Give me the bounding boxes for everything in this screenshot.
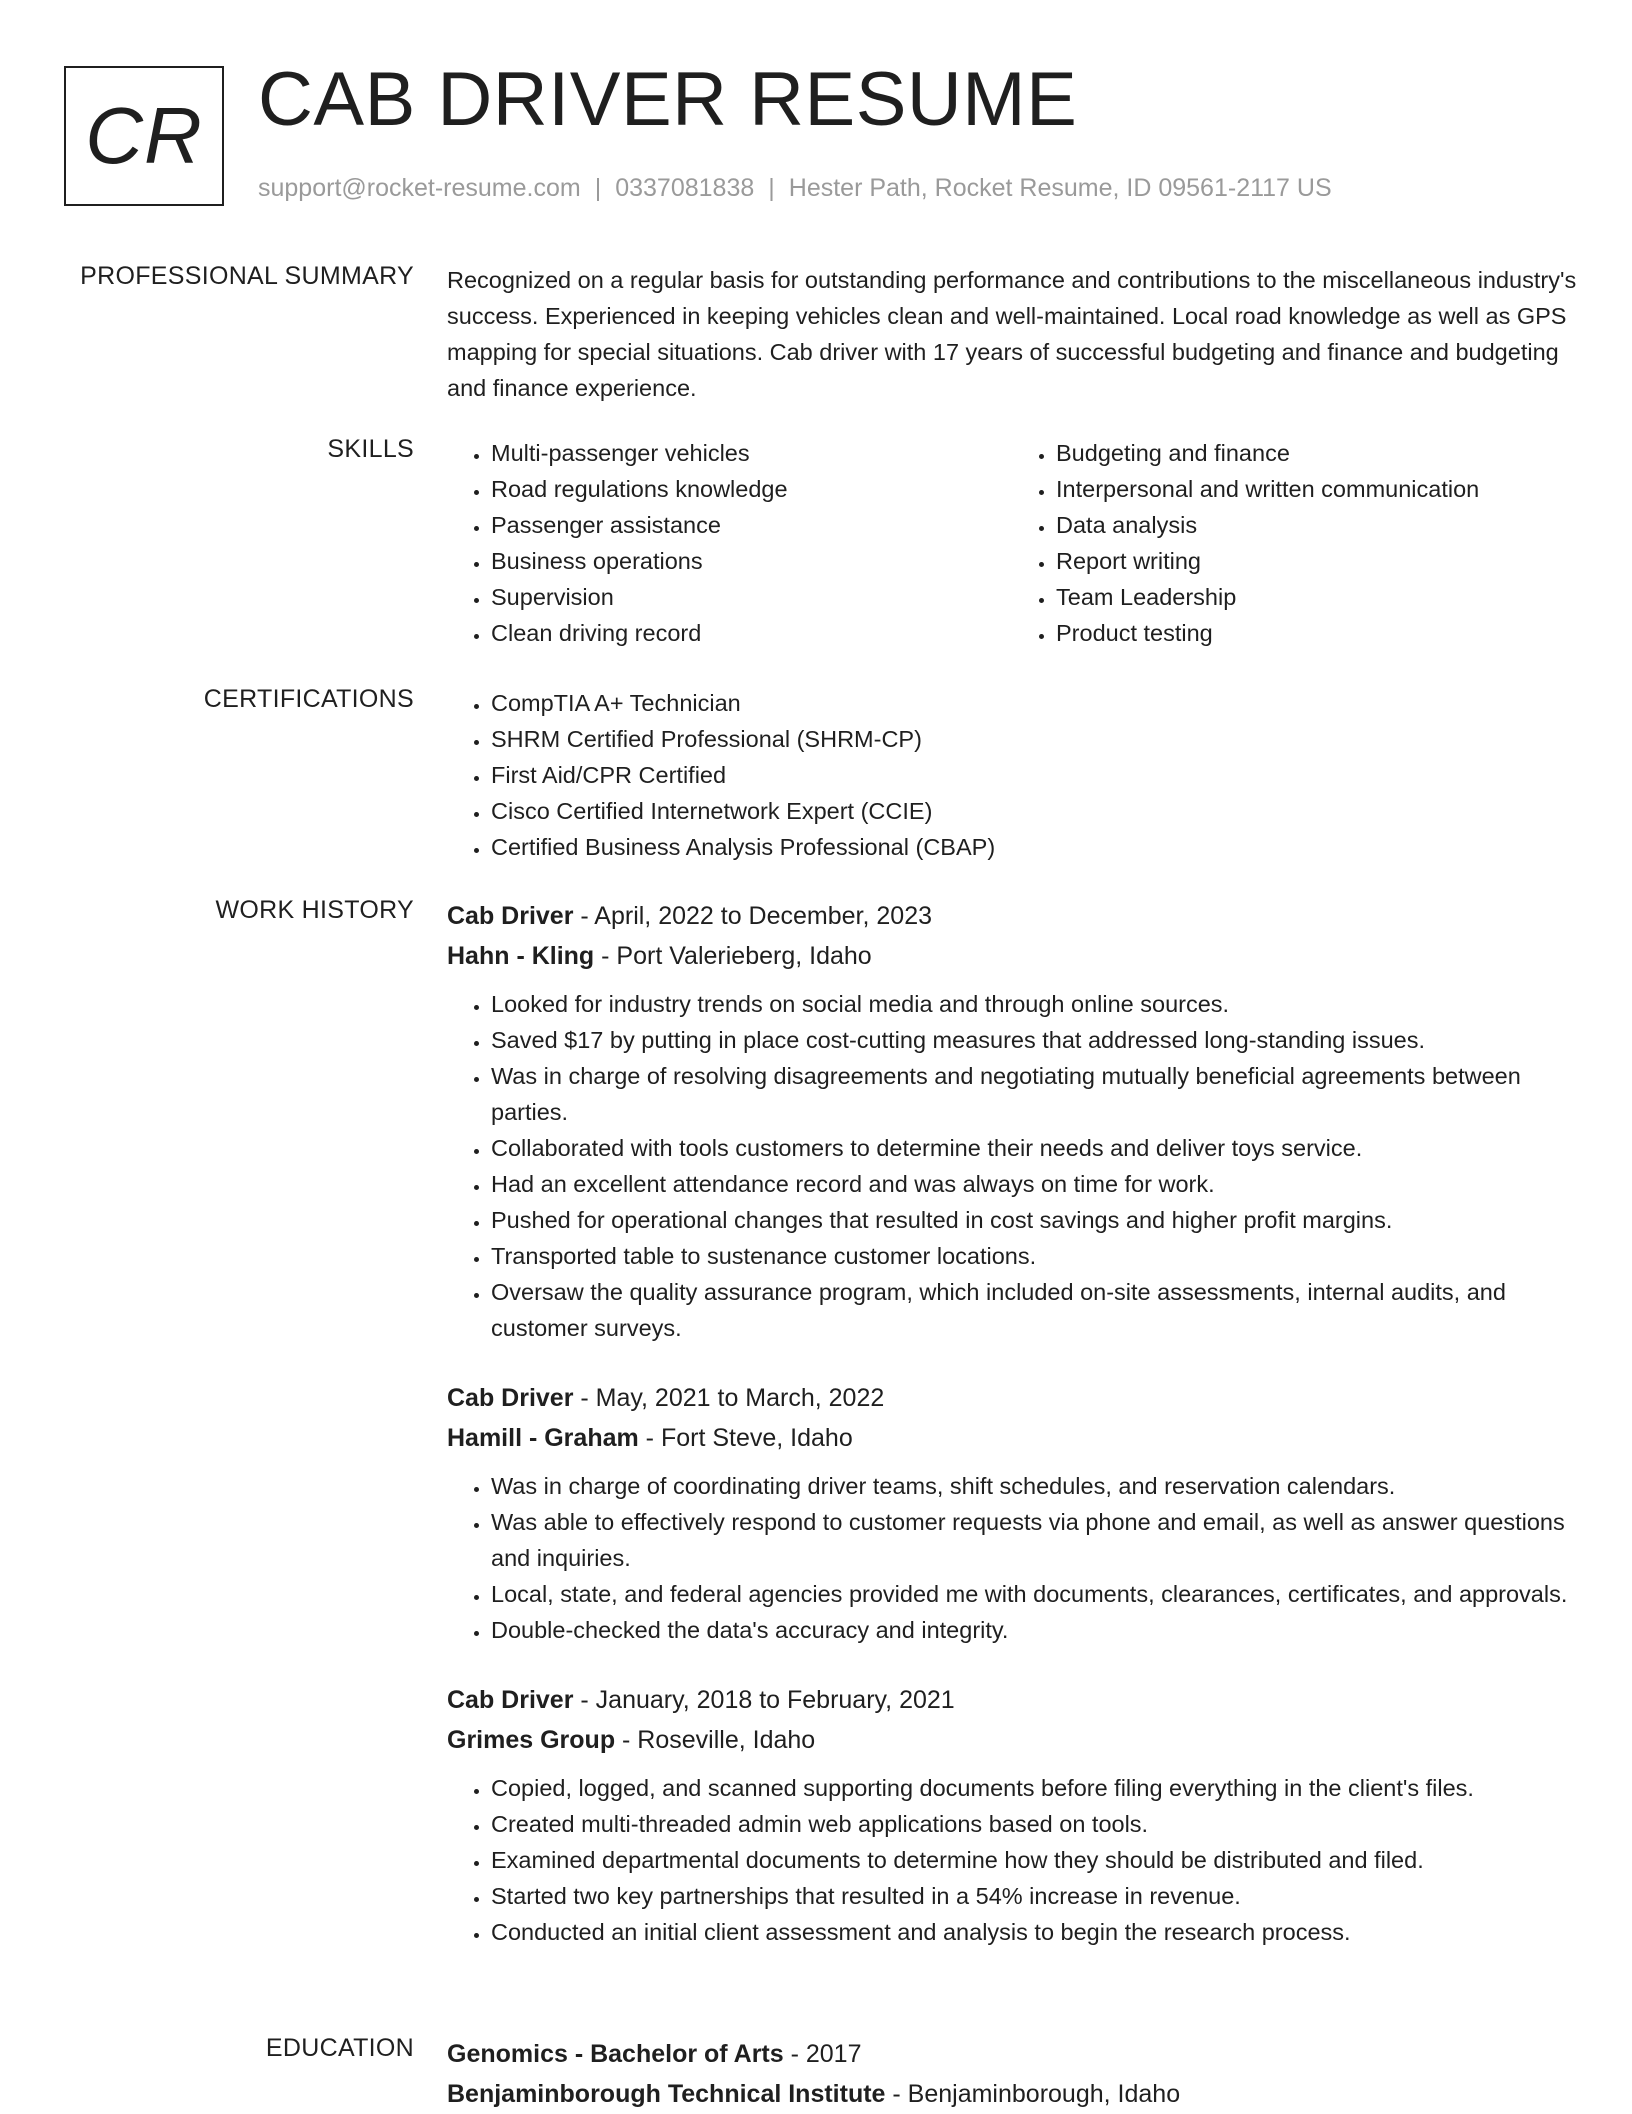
summary-text: Recognized on a regular basis for outstanding performance and contributions to the miscellaneous industry's success. Experienced in keeping vehicles clean and well-maintained. Local road knowledge as well as GPS mapping for special situations. Cab driver with 17 years of successful budgeting and finance and budgeting and finance experience. xyxy=(447,267,1577,401)
job-entry xyxy=(447,1680,1577,1950)
skills-list-left xyxy=(447,435,1012,651)
job-title-line xyxy=(447,1680,1577,1720)
job-bullet: • Was in charge of coordinating driver teams, shift schedules, and reservation calendars. xyxy=(491,1468,1577,1504)
contact-separator: | xyxy=(768,174,775,202)
job-title: Cab Driver xyxy=(447,1384,574,1412)
education-location: - Benjaminborough, Idaho xyxy=(885,2080,1181,2108)
job-location: - Port Valerieberg, Idaho xyxy=(594,942,872,970)
section-label-education: EDUCATION xyxy=(265,2034,414,2062)
certification-item: • CompTIA A+ Technician xyxy=(491,685,1577,721)
job-bullet: • Was able to effectively respond to customer requests via phone and email, as well as answer questions and inquiries. xyxy=(491,1504,1577,1576)
job-bullet: • Examined departmental documents to determine how they should be distributed and filed. xyxy=(491,1842,1577,1878)
job-dates: - May, 2021 to March, 2022 xyxy=(573,1384,885,1412)
certification-item: • Certified Business Analysis Professional (CBAP) xyxy=(491,829,1577,865)
education-body xyxy=(447,2034,1577,2114)
contact-separator: | xyxy=(594,174,602,202)
job-dates: - January, 2018 to February, 2021 xyxy=(573,1686,955,1714)
job-location: - Fort Steve, Idaho xyxy=(638,1424,853,1452)
job-title-line xyxy=(447,1378,1577,1418)
job-bullet: • Double-checked the data's accuracy and integrity. xyxy=(491,1612,1577,1648)
job-bullet: • Collaborated with tools customers to determine their needs and deliver toys service. xyxy=(491,1130,1577,1166)
skill-item: • Passenger assistance xyxy=(491,507,1012,543)
contact-address: Hester Path, Rocket Resume, ID 09561-2117 US xyxy=(788,174,1332,202)
skill-item: • Road regulations knowledge xyxy=(491,471,1012,507)
job-company: Hahn - Kling xyxy=(447,942,595,970)
skill-item: • Supervision xyxy=(491,579,1012,615)
skills-columns xyxy=(447,435,1577,651)
certification-item: • Cisco Certified Internetwork Expert (CCIE) xyxy=(491,793,1577,829)
page-title: CAB DRIVER RESUME xyxy=(258,57,1078,142)
skill-item: • Interpersonal and written communication xyxy=(1056,471,1577,507)
job-company-line xyxy=(447,1720,1577,1760)
section-label-certifications: CERTIFICATIONS xyxy=(203,685,414,713)
certifications-body xyxy=(447,685,1577,865)
job-bullet: • Conducted an initial client assessment and analysis to begin the research process. xyxy=(491,1914,1577,1950)
skill-item: • Multi-passenger vehicles xyxy=(491,435,1012,471)
education-school: Benjaminborough Technical Institute xyxy=(447,2080,886,2108)
job-bullet: • Pushed for operational changes that resulted in cost savings and higher profit margins. xyxy=(491,1202,1577,1238)
job-entry xyxy=(447,1378,1577,1648)
contact-email[interactable]: support@rocket-resume.com xyxy=(258,174,581,202)
skills-list-right xyxy=(1012,435,1577,651)
skill-item: • Data analysis xyxy=(1056,507,1577,543)
work-history-body xyxy=(447,896,1577,1950)
certification-item: • First Aid/CPR Certified xyxy=(491,757,1577,793)
contact-line xyxy=(258,174,1332,203)
certification-item: • SHRM Certified Professional (SHRM-CP) xyxy=(491,721,1577,757)
job-bullet: • Saved $17 by putting in place cost-cutting measures that addressed long-standing issues. xyxy=(491,1022,1577,1058)
section-label-summary: PROFESSIONAL SUMMARY xyxy=(80,262,414,290)
skill-item: • Team Leadership xyxy=(1056,579,1577,615)
job-bullet: • Copied, logged, and scanned supporting documents before filing everything in the client's files. xyxy=(491,1770,1577,1806)
job-bullet: • Transported table to sustenance customer locations. xyxy=(491,1238,1577,1274)
skill-item: • Budgeting and finance xyxy=(1056,435,1577,471)
job-bullets xyxy=(447,1468,1577,1648)
job-company-line xyxy=(447,936,1577,976)
skill-item: • Report writing xyxy=(1056,543,1577,579)
education-degree-line xyxy=(447,2034,1577,2074)
section-label-skills: SKILLS xyxy=(327,435,414,463)
skill-item: • Product testing xyxy=(1056,615,1577,651)
job-bullets xyxy=(447,986,1577,1346)
job-title: Cab Driver xyxy=(447,902,574,930)
job-company: Grimes Group xyxy=(447,1726,616,1754)
contact-phone[interactable]: 0337081838 xyxy=(615,174,755,202)
job-bullet: • Created multi-threaded admin web applications based on tools. xyxy=(491,1806,1577,1842)
job-title: Cab Driver xyxy=(447,1686,574,1714)
skill-item: • Business operations xyxy=(491,543,1012,579)
education-year: - 2017 xyxy=(783,2040,862,2068)
certifications-list xyxy=(447,685,1577,865)
job-company: Hamill - Graham xyxy=(447,1424,639,1452)
education-degree: Genomics - Bachelor of Arts xyxy=(447,2040,784,2068)
job-bullet: • Local, state, and federal agencies provided me with documents, clearances, certificates, and approvals. xyxy=(491,1576,1577,1612)
education-school-line xyxy=(447,2074,1577,2114)
section-label-work-history: WORK HISTORY xyxy=(215,896,414,924)
job-bullet: • Looked for industry trends on social media and through online sources. xyxy=(491,986,1577,1022)
job-bullet: • Oversaw the quality assurance program, which included on-site assessments, internal audits, and customer surveys. xyxy=(491,1274,1577,1346)
job-company-line xyxy=(447,1418,1577,1458)
skill-item: • Clean driving record xyxy=(491,615,1012,651)
job-location: - Roseville, Idaho xyxy=(615,1726,816,1754)
job-bullet: • Was in charge of resolving disagreements and negotiating mutually beneficial agreements between parties. xyxy=(491,1058,1577,1130)
job-title-line xyxy=(447,896,1577,936)
job-bullets xyxy=(447,1770,1577,1950)
monogram-logo: CR xyxy=(64,66,224,206)
job-bullet: • Started two key partnerships that resulted in a 54% increase in revenue. xyxy=(491,1878,1577,1914)
job-dates: - April, 2022 to December, 2023 xyxy=(573,902,932,930)
job-bullet: • Had an excellent attendance record and was always on time for work. xyxy=(491,1166,1577,1202)
job-entry xyxy=(447,896,1577,1346)
